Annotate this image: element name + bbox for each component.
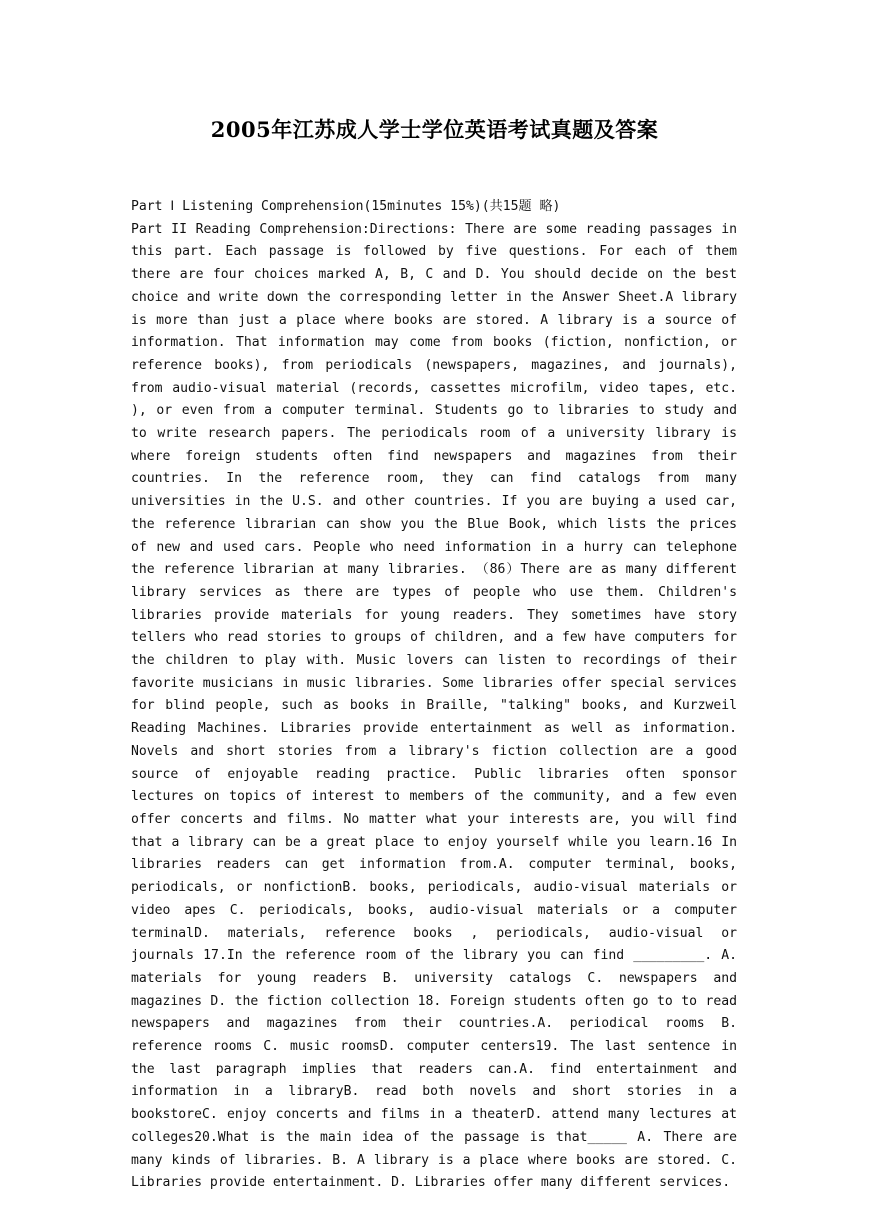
part2-reading-passage: Part II Reading Comprehension:Directions: There are some reading passages in this part. Each passage is followed by five questions. For each of them there are four choices marked A, B, C and D. You should decide on the best choice and write down the corresponding letter in the Answer Sheet.A library is more than just a place where books are stored. A library is a source of information. That information may come from books (fiction, nonfiction, or reference books), from periodicals (newspapers, magazines, and journals), from audio-visual material (records, cassettes microfilm, video tapes, etc. ), or even from a computer terminal. Students go to libraries to study and to write research papers. The periodicals room of a university library is where foreign students often find newspapers and magazines from their countries. In the reference room, they can find catalogs from many universities in the U.S. and other countries. If you are buying a used car, the reference librarian can show you the Blue Book, which lists the prices of new and used cars. People who need information in a hurry can telephone the reference librarian at many libraries. （86）There are as many different library services as there are types of people who use them. Children's libraries provide materials for young readers. They sometimes have story tellers who read stories to groups of children, and a few have computers for the children to play with. Music lovers can listen to recordings of their favorite musicians in music libraries. Some libraries offer special services for blind people, such as books in Braille, "talking" books, and Kurzweil Reading Machines. Libraries provide entertainment as well as information. Novels and short stories from a library's fiction collection are a good source of enjoyable reading practice. Public libraries often sponsor lectures on topics of interest to members of the community, and a few even offer concerts and films. No matter what your interests are, you will find that a library can be a great place to enjoy yourself while you learn.16 In libraries readers can get information from.A. computer terminal, books, periodicals, or nonfictionB. books, periodicals, audio-visual materials or video apes C. periodicals, books, audio-visual materials or a computer terminalD. materials, reference books , periodicals, audio-visual or journals 17.In the reference room of the library you can find _________. A. materials for young readers B. university catalogs C. newspapers and magazines D. the fiction collection 18. Foreign students often go to to read newspapers and magazines from their countries.A. periodical rooms B. reference rooms C. music roomsD. computer centers19. The last sentence in the last paragraph implies that readers can.A. find entertainment and information in a libraryB. read both novels and short stories in a bookstoreC. enjoy concerts and films in a theaterD. attend many lectures at colleges20.What is the main idea of the passage is that_____ A. There are many kinds of libraries. B. A library is a place where books are stored. C. Libraries provide entertainment. D. Libraries offer many different services. (131, 221, 737, 1191)
part1-heading: Part Ⅰ Listening Comprehension(15minutes 15%)(共15题 略) (131, 199, 561, 214)
document-body (131, 196, 737, 1195)
document-title: 2005年江苏成人学士学位英语考试真题及答案 (210, 117, 659, 142)
